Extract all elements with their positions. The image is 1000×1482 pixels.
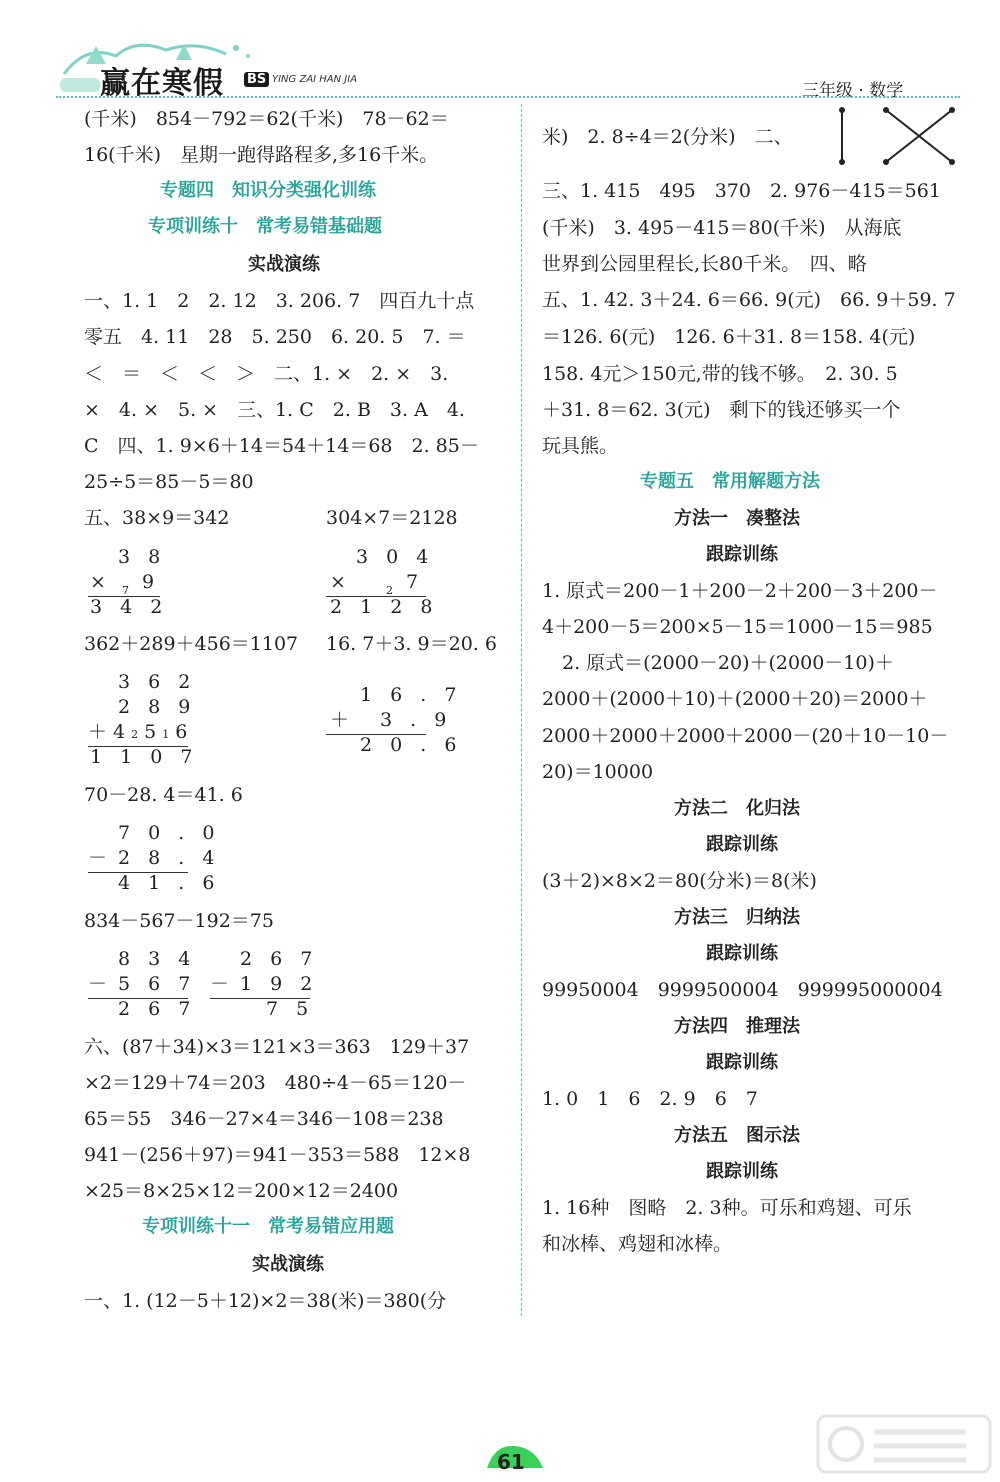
column-divider (521, 104, 522, 1316)
method-heading: 方法二 化归法 (674, 798, 800, 819)
watermark-logo (816, 1412, 992, 1476)
answer-line: 五、1. 42. 3＋24. 6＝66. 9(元) 66. 9＋59. 7 (542, 289, 956, 311)
method-heading: 方法五 图示法 (674, 1125, 800, 1146)
header-pinyin: YING ZAI HAN JIA (272, 74, 358, 85)
answer-line: 941－(256＋97)＝941－353＝588 12×8 (84, 1144, 471, 1166)
answer-line: 834－567－192＝75 (84, 910, 274, 932)
answer-line: 玩具熊。 (542, 435, 619, 457)
answer-line: 25÷5＝85－5＝80 (84, 471, 254, 493)
answer-line: 2. 原式＝(2000－20)＋(2000－10)＋ (562, 652, 894, 674)
answer-line: ＝126. 6(元) 126. 6＋31. 8＝158. 4(元) (542, 326, 916, 348)
answer-line: 世界到公园里程长,长80千米。 四、略 (542, 253, 867, 275)
answer-line: 158. 4元＞150元,带的钱不够。 2. 30. 5 (542, 363, 898, 385)
answer-line: ＋31. 8＝62. 3(元) 剩下的钱还够买一个 (542, 399, 901, 421)
tracking-subheading: 跟踪训练 (706, 1052, 778, 1073)
header-grade-subject: 三年级 · 数学 (802, 81, 904, 101)
method-heading: 方法一 凑整法 (674, 508, 800, 529)
answer-line: 1. 0 1 6 2. 9 6 7 (542, 1088, 758, 1110)
answer-line: 65＝55 346－27×4＝346－108＝238 (84, 1108, 444, 1130)
answer-line: ×25＝8×25×12＝200×12＝2400 (84, 1180, 399, 1202)
practice-subheading: 实战演练 (248, 254, 320, 275)
answer-line: (千米) 854－792＝62(千米) 78－62＝ (84, 108, 449, 130)
answer-line: 1. 16种 图略 2. 3种。可乐和鸡翅、可乐 (542, 1197, 912, 1219)
tracking-subheading: 跟踪训练 (706, 834, 778, 855)
tracking-subheading: 跟踪训练 (706, 943, 778, 964)
answer-line: × 4. × 5. × 三、1. C 2. B 3. A 4. (84, 399, 465, 421)
header-divider (56, 96, 960, 98)
answer-line: 零五 4. 11 28 5. 250 6. 20. 5 7. ＝ (84, 326, 466, 348)
topic-heading: 专题四 知识分类强化训练 (160, 180, 376, 201)
answer-line: (3＋2)×8×2＝80(分米)＝8(米) (542, 870, 817, 892)
answer-line: 304×7＝2128 (326, 507, 458, 529)
training-heading: 专项训练十 常考易错基础题 (148, 216, 382, 237)
training-heading: 专项训练十一 常考易错应用题 (142, 1216, 394, 1237)
method-heading: 方法四 推理法 (674, 1016, 800, 1037)
answer-line: 一、1. 1 2 2. 12 3. 206. 7 四百九十点 (84, 290, 475, 312)
answer-line: 99950004 9999500004 999995000004 (542, 979, 943, 1001)
answer-line: 70－28. 4＝41. 6 (84, 784, 243, 806)
answer-line: 六、(87＋34)×3＝121×3＝363 129＋37 (84, 1036, 470, 1058)
answer-line: 4＋200－5＝200×5－15＝1000－15＝985 (542, 616, 933, 638)
answer-line: 362＋289＋456＝1107 (84, 633, 299, 655)
answer-line: (千米) 3. 495－415＝80(千米) 从海底 (542, 217, 902, 239)
tracking-subheading: 跟踪训练 (706, 544, 778, 565)
answer-line: C 四、1. 9×6＋14＝54＋14＝68 2. 85－ (84, 435, 479, 457)
answer-line: 和冰棒、鸡翅和冰棒。 (542, 1233, 733, 1255)
answer-line: ×2＝129＋74＝203 480÷4－65＝120－ (84, 1072, 467, 1094)
header-badge: BS (244, 72, 269, 87)
practice-subheading: 实战演练 (252, 1254, 324, 1275)
answer-line: 米) 2. 8÷4＝2(分米) 二、 (542, 126, 793, 148)
answer-line: 16(千米) 星期一跑得路程多,多16千米。 (84, 144, 439, 166)
answer-line: 三、1. 415 495 370 2. 976－415＝561 (542, 180, 941, 202)
answer-line: ＜ ＝ ＜ ＜ ＞ 二、1. × 2. × 3. (84, 363, 449, 385)
topic-heading: 专题五 常用解题方法 (640, 471, 820, 492)
answer-line: 一、1. (12－5＋12)×2＝38(米)＝380(分 (84, 1290, 447, 1312)
method-heading: 方法三 归纳法 (674, 907, 800, 928)
answer-line: 1. 原式＝200－1＋200－2＋200－3＋200－ (542, 580, 938, 602)
answer-line: 五、38×9＝342 (84, 507, 230, 529)
tracking-subheading: 跟踪训练 (706, 1161, 778, 1182)
answer-line: 16. 7＋3. 9＝20. 6 (326, 633, 497, 655)
matching-lines-figure (832, 104, 960, 168)
answer-line: 2000＋(2000＋10)＋(2000＋20)＝2000＋ (542, 688, 928, 710)
page-number: 61 (497, 1450, 525, 1474)
answer-line: 2000＋2000＋2000＋2000－(20＋10－10－ (542, 725, 949, 747)
answer-line: 20)＝10000 (542, 761, 654, 783)
header-title: 赢在寒假 (100, 66, 224, 101)
